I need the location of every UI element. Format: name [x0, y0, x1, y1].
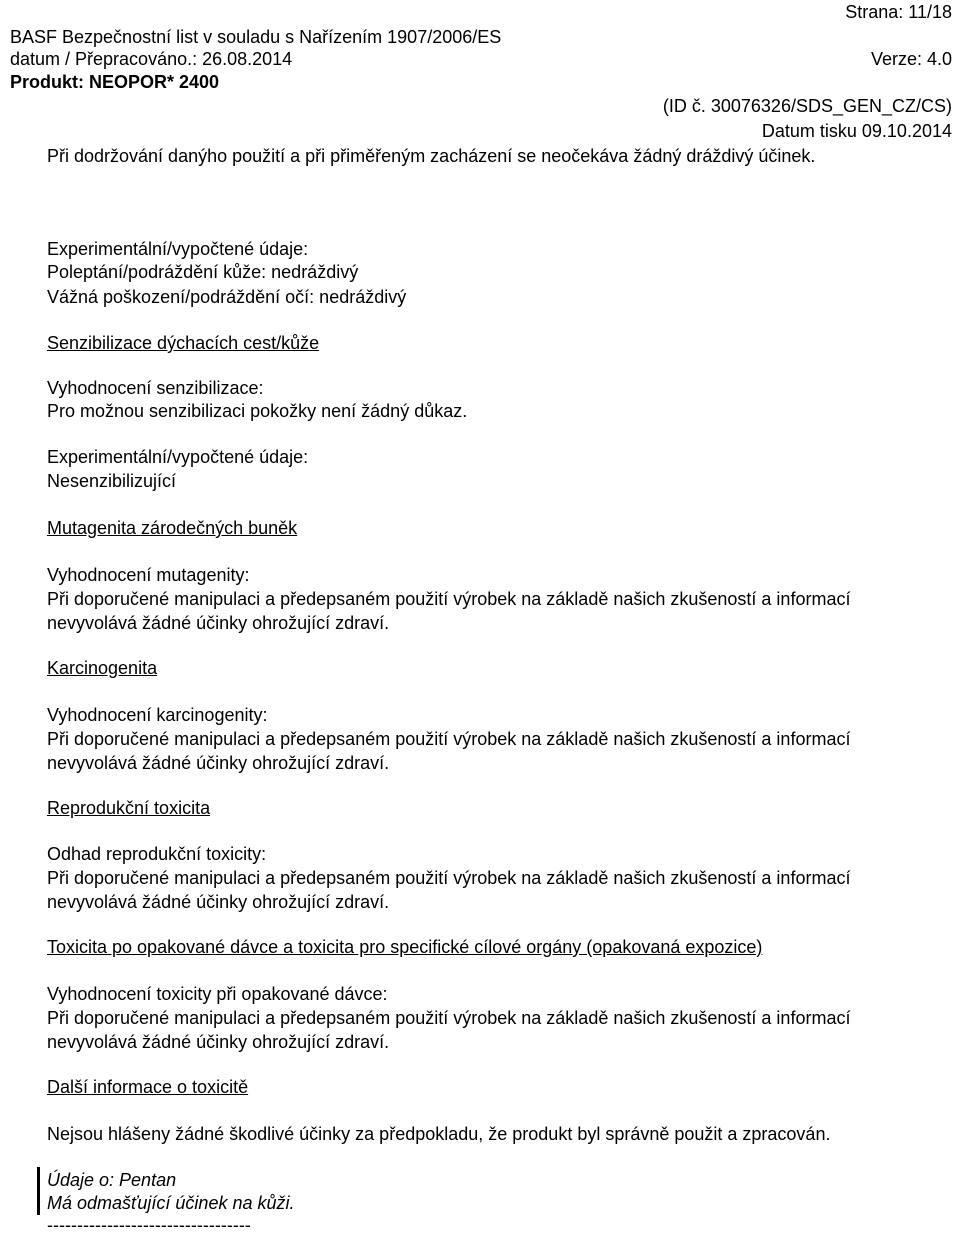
section-heading-mutagenicity: Mutagenita zárodečných buněk [47, 518, 298, 538]
text-line: Nesenzibilizující [47, 471, 177, 491]
text-line: nevyvolává žádné účinky ohrožující zdraví. [47, 1032, 390, 1052]
text-line: Pro možnou senzibilizaci pokožky není žádný důkaz. [47, 401, 468, 421]
text-line: Při doporučené manipulaci a předepsaném použití výrobek na základě našich zkušeností a informací [47, 589, 851, 609]
text-line: Při doporučené manipulaci a předepsaném použití výrobek na základě našich zkušeností a informací [47, 868, 851, 888]
text-line: Vážná poškození/podráždění očí: nedráždivý [47, 287, 407, 307]
text-line: Vyhodnocení karcinogenity: [47, 705, 268, 725]
section-heading-carcinogenicity: Karcinogenita [47, 658, 158, 678]
product-line [10, 71, 219, 93]
text-line: Při doporučené manipulaci a předepsaném použití výrobek na základě našich zkušeností a informací [47, 729, 851, 749]
text-line: Má odmašťující účinek na kůži. [47, 1193, 295, 1213]
product-label: Produkt: [10, 72, 89, 92]
document-title: BASF Bezpečnostní list v souladu s Nařízením 1907/2006/ES [10, 27, 502, 47]
version: Verze: 4.0 [870, 49, 952, 69]
print-date: Datum tisku 09.10.2014 [761, 121, 952, 141]
text-line: Experimentální/vypočtené údaje: [47, 239, 309, 259]
text-line: Údaje o: Pentan [47, 1170, 177, 1190]
text-line: Poleptání/podráždění kůže: nedráždivý [47, 262, 359, 282]
text-line: nevyvolává žádné účinky ohrožující zdraví. [47, 753, 390, 773]
separator-line: ---------------------------------- [47, 1215, 251, 1235]
text-line: Experimentální/vypočtené údaje: [47, 447, 309, 467]
text-line: Nejsou hlášeny žádné škodlivé účinky za předpokladu, že produkt byl správně použit a zpracován. [47, 1124, 831, 1144]
text-line: nevyvolává žádné účinky ohrožující zdraví. [47, 892, 390, 912]
revision-bar [37, 1167, 40, 1215]
revision-date: datum / Přepracováno.: 26.08.2014 [10, 49, 293, 69]
text-line: Vyhodnocení toxicity při opakované dávce: [47, 984, 388, 1004]
text-line: Vyhodnocení mutagenity: [47, 565, 250, 585]
text-line: Při dodržování danýho použití a při přiměřeným zacházení se neočekáva žádný dráždivý účinek. [47, 146, 816, 166]
page-number: Strana: 11/18 [845, 2, 952, 22]
text-line: Odhad reprodukční toxicity: [47, 844, 267, 864]
text-line: Vyhodnocení senzibilizace: [47, 378, 264, 398]
section-heading-sensitization: Senzibilizace dýchacích cest/kůže [47, 333, 320, 353]
section-heading-repeated-dose: Toxicita po opakované dávce a toxicita pro specifické cílové orgány (opakovaná expozice) [47, 937, 763, 957]
section-heading-other-toxicity: Další informace o toxicitě [47, 1077, 249, 1097]
document-id: (ID č. 30076326/SDS_GEN_CZ/CS) [662, 96, 952, 116]
product-name: NEOPOR* 2400 [89, 72, 220, 92]
text-line: nevyvolává žádné účinky ohrožující zdraví. [47, 613, 390, 633]
section-heading-reproductive-toxicity: Reprodukční toxicita [47, 798, 211, 818]
text-line: Při doporučené manipulaci a předepsaném použití výrobek na základě našich zkušeností a informací [47, 1008, 851, 1028]
